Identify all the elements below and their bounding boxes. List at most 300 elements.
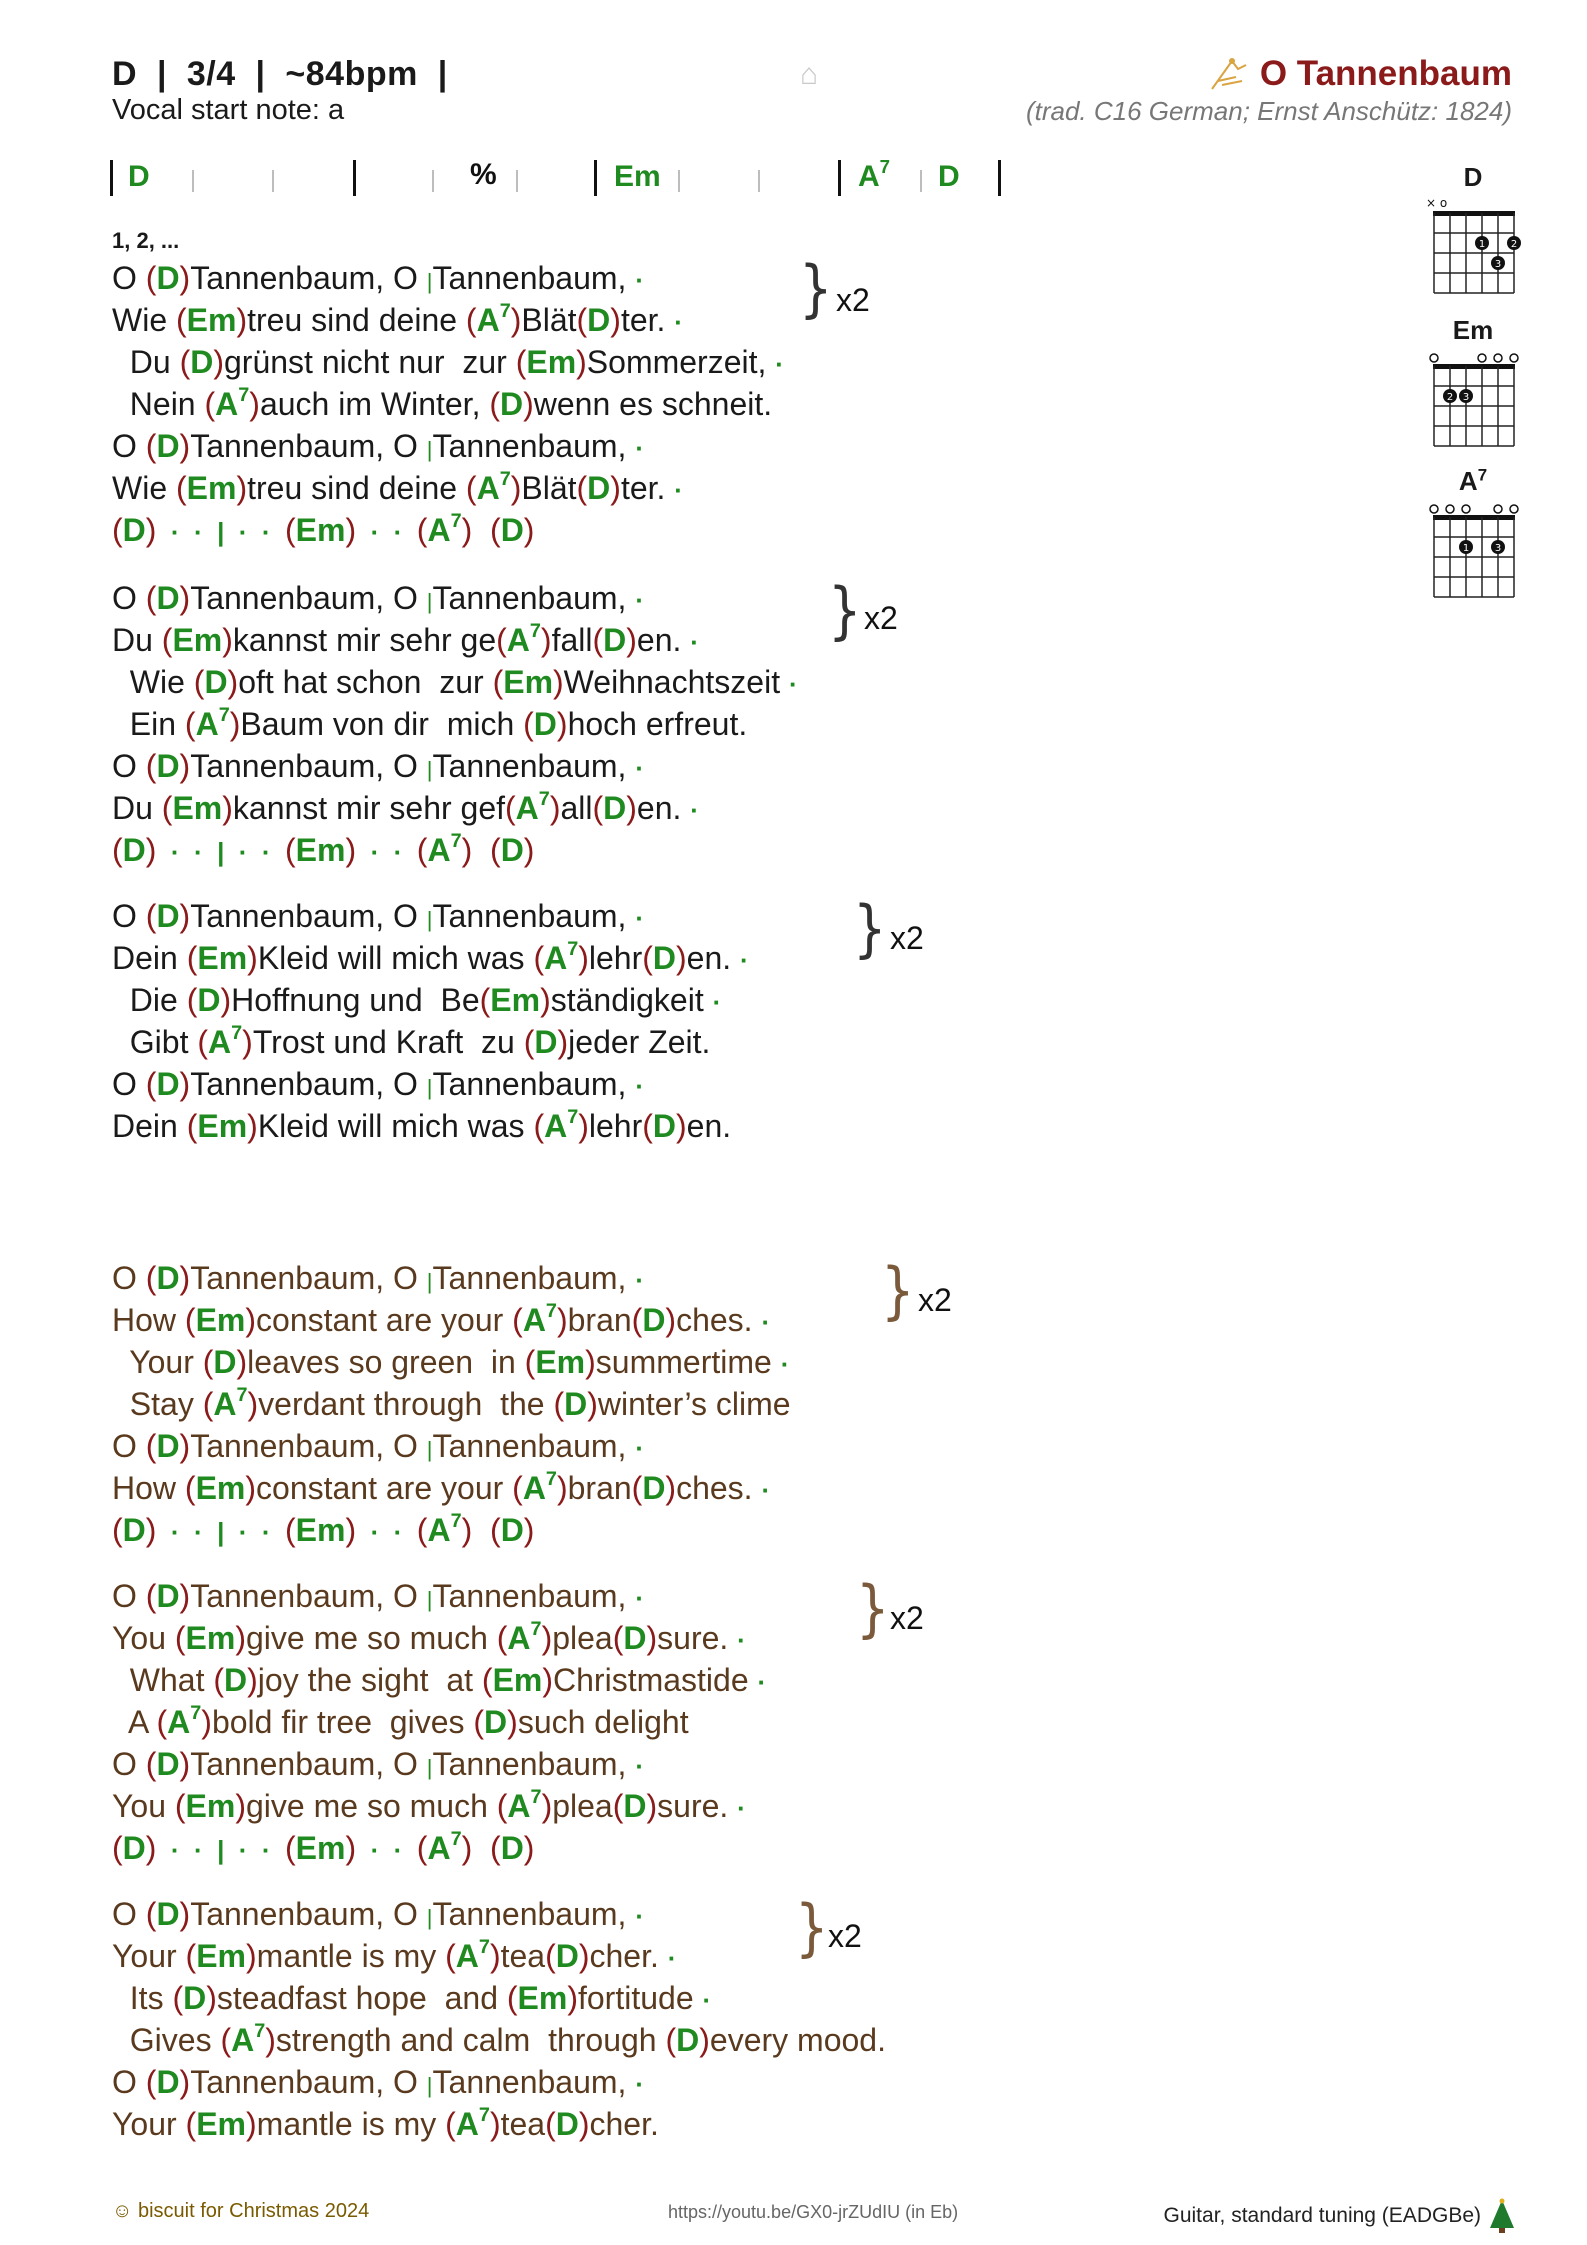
song-title: O Tannenbaum (1259, 54, 1512, 93)
lyric-text: Tannenbaum, O (190, 1260, 427, 1296)
chord-marker: (Em) (515, 344, 587, 380)
chord-marker: $(A^7)$ (204, 384, 260, 422)
lyric-text: Tannenbaum, O (190, 1746, 427, 1782)
lyric-line (112, 1106, 731, 1146)
repeat-brace: } (827, 574, 862, 647)
chord-marker: $(A^7)$ (156, 1702, 212, 1740)
lyric-text: Tannenbaum, O (190, 748, 427, 784)
chord-marker: (D) (145, 1746, 191, 1782)
chord-marker: (D) (576, 302, 621, 338)
beat-dot: · · (356, 837, 417, 867)
lyric-text: fall (551, 622, 593, 658)
lyric-text: kannst mir sehr gef (232, 790, 506, 826)
chord-marker: (D) (592, 790, 637, 826)
lyric-line (112, 1342, 789, 1384)
beat-tick-mark: | (426, 757, 433, 782)
lyric-text: such delight (517, 1704, 689, 1740)
chord-marker: $(A^7)$ (197, 1022, 253, 1060)
lyric-text: Its (112, 1980, 173, 2016)
lyric-text: Dein (112, 940, 187, 976)
beat-tick-mark: | (426, 1075, 433, 1100)
beat-tick-mark: | (426, 437, 433, 462)
lyric-text: Tannenbaum, O (190, 898, 427, 934)
lyric-line (112, 1786, 746, 1828)
chord-diagram-name: D (1463, 162, 1483, 192)
lyric-text (472, 512, 490, 548)
lyric-text: Tannenbaum, O (190, 1428, 427, 1464)
lyric-text: Kleid will mich was (257, 1108, 534, 1144)
chord-marker: $(A^7)$ (533, 938, 589, 976)
lyric-text: bran (567, 1302, 632, 1338)
chord-marker: (Em) (479, 982, 551, 1018)
lyric-text: kannst mir sehr ge (232, 622, 497, 658)
chord-marker: (D) (112, 832, 157, 868)
lyric-text: joy the sight at (257, 1662, 482, 1698)
repeat-count: x2 (890, 1600, 924, 1636)
lyric-line (112, 1978, 711, 2020)
lyric-text: Tannenbaum, (432, 1260, 636, 1296)
chord-marker: (D) (490, 832, 535, 868)
chord-marker: (D) (523, 706, 568, 742)
lyric-text: summertime (595, 1344, 781, 1380)
lyric-line (112, 2104, 659, 2144)
bar-chord: D (938, 160, 960, 193)
lyric-text: O (112, 898, 146, 934)
title-block (1208, 54, 1512, 94)
beat-dot: · · | · · (156, 517, 286, 547)
lyric-text: oft hat schon zur (238, 664, 493, 700)
lyric-text: plea (552, 1620, 613, 1656)
chord-marker: (D) (213, 1662, 258, 1698)
chord-marker: $(A^7)$ (465, 300, 522, 338)
lyric-line (112, 788, 699, 830)
beat-dot: · (788, 669, 798, 699)
chord-marker: (Em) (184, 1302, 257, 1338)
song-meta: D | 3/4 | ~84bpm | (112, 55, 448, 93)
beat-tick-mark: | (426, 1437, 433, 1462)
beat-dot: · (757, 1667, 767, 1697)
lyric-text: Trost und Kraft zu (252, 1024, 524, 1060)
beat-tick-mark: | (426, 269, 433, 294)
lyric-text: Tannenbaum, (432, 1428, 636, 1464)
lyric-text (472, 1512, 490, 1548)
lyric-text: Ein (112, 706, 185, 742)
lyric-text: constant are your (256, 1302, 513, 1338)
chord-marker: (D) (112, 512, 157, 548)
lyric-text: ches. (676, 1470, 762, 1506)
chord-marker: (D) (145, 748, 191, 784)
lyric-text: all (560, 790, 593, 826)
lyric-line (112, 300, 683, 342)
fretboard-d (1418, 195, 1528, 295)
lyric-line (112, 1426, 644, 1470)
chord-marker: (D) (145, 1578, 191, 1614)
chord-marker: $(A^7)$ (512, 1300, 568, 1338)
lyric-text: Tannenbaum, (432, 748, 636, 784)
beat-dot: · (761, 1307, 771, 1337)
chord-marker: (Em) (285, 1512, 357, 1548)
beat-dot: · (780, 1349, 790, 1379)
beat-tick (678, 170, 680, 192)
lyric-line (112, 1936, 676, 1978)
chord-marker: $(A^7)$ (496, 1618, 553, 1656)
lyric-line (112, 426, 644, 470)
lyric-text: Gibt (112, 1024, 198, 1060)
chord-marker: (D) (642, 1108, 687, 1144)
chord-marker: (D) (179, 344, 224, 380)
svg-text:2: 2 (1446, 392, 1454, 403)
chord-marker: (D) (612, 1620, 658, 1656)
lyric-line (112, 342, 784, 384)
lyric-text: jeder Zeit. (568, 1024, 711, 1060)
chord-marker: $(A^7)$ (416, 830, 473, 868)
repeat-count: x2 (890, 920, 924, 956)
lyric-text: Christmastide (553, 1662, 758, 1698)
beat-tick (432, 170, 434, 192)
chord-marker: $(A^7)$ (416, 1510, 473, 1548)
lyric-line (112, 620, 699, 662)
chord-marker: (D) (631, 1470, 677, 1506)
svg-text:2: 2 (1510, 239, 1518, 250)
chord-marker: (D) (642, 940, 687, 976)
lyric-line (112, 1828, 534, 1870)
lyric-line (112, 1744, 644, 1788)
chord-marker: (Em) (185, 1938, 257, 1974)
beat-dot: · (635, 1265, 644, 1295)
chord-marker: (Em) (285, 1830, 357, 1866)
chord-marker: (Em) (285, 832, 357, 868)
chord-marker: (Em) (174, 1620, 246, 1656)
chord-marker: (Em) (524, 1344, 596, 1380)
lyric-text: Tannenbaum, O (190, 2064, 427, 2100)
lyric-text: Tannenbaum, O (190, 428, 427, 464)
beat-dot: · · | · · (156, 1517, 286, 1547)
lyric-line (112, 1384, 791, 1424)
lyric-text: tea (500, 2106, 546, 2142)
lyric-text: mantle is my (256, 1938, 446, 1974)
lyric-text: Baum von dir mich (240, 706, 524, 742)
chord-marker: (Em) (285, 512, 357, 548)
beat-dot: · (635, 585, 644, 615)
song-attribution: (trad. C16 German; Ernst Anschütz: 1824) (1025, 96, 1512, 126)
chord-marker: (Em) (481, 1662, 554, 1698)
repeat-count: x2 (836, 282, 870, 318)
bar-line (110, 160, 113, 196)
home-icon[interactable]: ⌂ (800, 58, 819, 91)
chord-marker: (Em) (174, 1788, 246, 1824)
chord-marker: $(A^7)$ (184, 704, 241, 742)
chord-marker: $(A^7)$ (496, 620, 552, 658)
beat-dot: · · (356, 1517, 417, 1547)
chord-marker: (Em) (184, 1470, 257, 1506)
lyric-text (472, 1830, 490, 1866)
chord-marker: (D) (489, 386, 534, 422)
lyric-line (112, 830, 534, 872)
beat-tick-mark: | (426, 1755, 433, 1780)
lyric-text: lehr (588, 1108, 643, 1144)
svg-text:1: 1 (1478, 239, 1486, 250)
repeat-count: x2 (918, 1282, 952, 1318)
lyric-text: Tannenbaum, O (190, 260, 427, 296)
lyric-text: en. (686, 940, 741, 976)
beat-tick (758, 170, 760, 192)
beat-dot: · (635, 1901, 644, 1931)
svg-text:3: 3 (1462, 392, 1470, 403)
lyric-text: constant are your (256, 1470, 513, 1506)
beat-dot: · (635, 1433, 644, 1463)
chord-marker: (Em) (161, 790, 233, 826)
chord-marker: (D) (112, 1830, 157, 1866)
lyric-text: en. (636, 790, 691, 826)
lyric-text: treu sind deine (247, 302, 466, 338)
lyric-line (112, 258, 644, 302)
chord-marker: $(A^7)$ (445, 2104, 501, 2142)
chord-diagram-em (1418, 315, 1528, 448)
chord-marker: (D) (112, 1512, 157, 1548)
chord-marker: (D) (473, 1704, 518, 1740)
beat-dot: · (635, 265, 644, 295)
lyric-text: every mood. (709, 2022, 886, 2058)
chord-marker: $(A^7)$ (512, 1468, 568, 1506)
intro-bar-line (108, 158, 1008, 202)
lyric-text: sure. (657, 1620, 738, 1656)
lyric-text: Tannenbaum, (432, 428, 636, 464)
chord-marker: $(A^7)$ (533, 1106, 589, 1144)
beat-dot: · (635, 753, 644, 783)
lyric-text: hoch erfreut. (567, 706, 748, 742)
lyric-line (112, 746, 644, 790)
lyric-line (112, 896, 644, 940)
chord-marker: (D) (145, 428, 191, 464)
footer-tuning: Guitar, standard tuning (EADGBe) (1164, 2198, 1518, 2234)
repeat-brace: } (798, 252, 833, 325)
beat-dot: · (635, 1071, 644, 1101)
lyric-text: en. (686, 1108, 732, 1144)
lyric-text: O (112, 1746, 146, 1782)
beat-tick-mark: | (426, 2073, 433, 2098)
chord-diagram-a7 (1418, 466, 1528, 599)
beat-dot: · · (356, 1835, 417, 1865)
beat-tick (516, 170, 518, 192)
chord-marker: (D) (665, 2022, 710, 2058)
lyric-text: Tannenbaum, O (190, 1066, 427, 1102)
beat-dot: · (674, 475, 683, 505)
lyric-text: Dein (112, 1108, 187, 1144)
lyric-text: strength and calm through (275, 2022, 666, 2058)
bar-line (594, 160, 597, 196)
lyric-text: wenn es schneit. (533, 386, 773, 422)
lyric-line (112, 468, 683, 510)
lyric-text: en. (636, 622, 691, 658)
chord-marker: (D) (576, 470, 621, 506)
lyric-text: Tannenbaum, (432, 898, 636, 934)
lyric-text: O (112, 580, 146, 616)
lyric-text: Your (112, 1938, 186, 1974)
lyric-line (112, 1300, 770, 1342)
lyric-text: Tannenbaum, (432, 580, 636, 616)
lyric-text: Tannenbaum, O (190, 580, 427, 616)
beat-dot: · (775, 349, 784, 379)
chord-marker: (D) (523, 1024, 569, 1060)
lyric-text: bran (567, 1470, 632, 1506)
chord-diagram-name: $A^7$ (1458, 465, 1488, 496)
lyric-text: Du (112, 344, 180, 380)
beat-dot: · (635, 1751, 644, 1781)
lyric-text: O (112, 1066, 146, 1102)
lyric-text: O (112, 1428, 146, 1464)
lyric-text: verdant through the (258, 1386, 554, 1422)
lyric-text: bold fir tree gives (211, 1704, 474, 1740)
lyric-text: Hoffnung und Be (231, 982, 480, 1018)
chord-marker: (D) (145, 260, 191, 296)
lyric-text: sure. (657, 1788, 738, 1824)
chord-marker: (D) (631, 1302, 677, 1338)
lyric-text: You (112, 1788, 175, 1824)
lyric-text: Blät (521, 470, 577, 506)
lyric-text: Stay (112, 1386, 203, 1422)
lyric-text: treu sind deine (247, 470, 466, 506)
chord-marker: (D) (145, 1260, 191, 1296)
beat-dot: · (761, 1475, 771, 1505)
beat-tick-mark: | (426, 1587, 433, 1612)
beat-dot: · (635, 433, 644, 463)
lyric-text: give me so much (246, 1788, 497, 1824)
beat-dot: · (740, 945, 749, 975)
lyric-text: Tannenbaum, (432, 260, 636, 296)
beat-tick (920, 170, 922, 192)
christmas-tree-icon (1487, 2198, 1517, 2234)
lyric-line (112, 1618, 746, 1660)
chord-marker: (D) (186, 982, 232, 1018)
bar-chord: $A^7$ (858, 156, 891, 193)
repeat-brace: } (852, 892, 887, 965)
lyric-line (112, 1258, 644, 1302)
count-in: 1, 2, ... (112, 228, 180, 253)
lyric-text: Tannenbaum, (432, 2064, 636, 2100)
lyric-line (112, 938, 749, 980)
biscuit-icon: ☺ (112, 2200, 138, 2222)
lyric-line (112, 2020, 886, 2060)
bar-line (998, 160, 1001, 196)
beat-dot: · (737, 1793, 746, 1823)
lyric-line (112, 980, 721, 1022)
beat-dot: · · | · · (156, 1835, 286, 1865)
lyric-line (112, 1660, 766, 1702)
lyric-text: O (112, 2064, 146, 2100)
lyric-text: steadfast hope and (216, 1980, 507, 2016)
bar-line (353, 160, 356, 196)
chord-marker: $(A^7)$ (416, 510, 473, 548)
lyric-text: leaves so green in (247, 1344, 525, 1380)
beat-dot: · (690, 795, 699, 825)
chord-marker: $(A^7)$ (220, 2020, 276, 2058)
lyric-text: O (112, 1896, 146, 1932)
lyric-text: Your (112, 2106, 186, 2142)
lyric-text: O (112, 260, 146, 296)
lyric-line (112, 1576, 644, 1620)
lyric-text: Tannenbaum, (432, 1066, 636, 1102)
lyric-line (112, 578, 644, 622)
lyric-text: Wie (112, 470, 176, 506)
chord-marker: (Em) (506, 1980, 578, 2016)
lyric-text: Tannenbaum, (432, 1578, 636, 1614)
chord-diagram-d (1418, 162, 1528, 295)
chord-marker: $(A^7)$ (496, 1786, 553, 1824)
lyric-text: Nein (112, 386, 205, 422)
repeat-count: x2 (864, 600, 898, 636)
chord-marker: $(A^7)$ (416, 1828, 473, 1866)
beat-tick-mark: | (426, 1269, 433, 1294)
lyric-line (112, 1022, 710, 1062)
repeat-brace: } (855, 1572, 890, 1645)
lyric-text: Your (112, 1344, 203, 1380)
repeat-brace: } (880, 1254, 915, 1327)
svg-text:1: 1 (1462, 543, 1470, 554)
lyric-line (112, 1702, 689, 1742)
lyric-text: Du (112, 790, 162, 826)
lyric-text: ständigkeit (550, 982, 713, 1018)
beat-tick-mark: | (426, 589, 433, 614)
lyric-text: grünst nicht nur zur (224, 344, 516, 380)
chord-marker: (D) (553, 1386, 598, 1422)
chord-marker: (Em) (185, 2106, 257, 2142)
lyric-text: O (112, 1578, 146, 1614)
footer-link[interactable]: https://youtu.be/GX0-jrZUdIU (in Eb) (668, 2202, 959, 2222)
chord-marker: (Em) (176, 302, 248, 338)
svg-text:3: 3 (1494, 543, 1502, 554)
lyric-line (112, 384, 772, 424)
beat-dot: · (667, 1943, 677, 1973)
chord-marker: $(A^7)$ (445, 1936, 501, 1974)
lyric-text: Du (112, 622, 162, 658)
lyric-text: mantle is my (256, 2106, 446, 2142)
beat-dot: · (674, 307, 683, 337)
lyric-text: Blät (521, 302, 577, 338)
footer-credit: ☺ biscuit for Christmas 2024 (112, 2200, 370, 2222)
chord-marker: (D) (490, 512, 535, 548)
lyric-line (112, 510, 534, 552)
lyric-text: lehr (588, 940, 643, 976)
lyric-text: A (112, 1704, 157, 1740)
lyric-text: Kleid will mich was (257, 940, 534, 976)
chord-marker: (D) (145, 1066, 191, 1102)
chord-marker: (Em) (492, 664, 564, 700)
chord-marker: (D) (145, 580, 191, 616)
lyric-text: O (112, 1260, 146, 1296)
lyric-text: ches. (676, 1302, 762, 1338)
lyric-text: winter’s clime (597, 1386, 791, 1422)
chord-marker: (D) (545, 1938, 590, 1974)
lyric-line (112, 704, 747, 744)
chord-marker: (D) (193, 664, 239, 700)
vocal-start-note: Vocal start note: a (112, 94, 345, 126)
lyric-line (112, 2062, 644, 2106)
beat-dot: · · | · · (156, 837, 286, 867)
tree-logo-icon (1208, 55, 1250, 93)
chord-marker: (Em) (186, 1108, 258, 1144)
lyric-text: Wie (112, 302, 176, 338)
lyric-text: tea (500, 1938, 546, 1974)
chord-marker: (Em) (186, 940, 258, 976)
lyric-line (112, 1468, 770, 1510)
chord-marker: (D) (490, 1830, 535, 1866)
lyric-text: cher. (589, 1938, 668, 1974)
repeat-bar-symbol: % (470, 158, 497, 191)
beat-dot: · (690, 627, 699, 657)
fretboard-a7 (1418, 499, 1528, 599)
lyric-text: What (112, 1662, 214, 1698)
lyric-text: Weihnachtszeit (563, 664, 789, 700)
